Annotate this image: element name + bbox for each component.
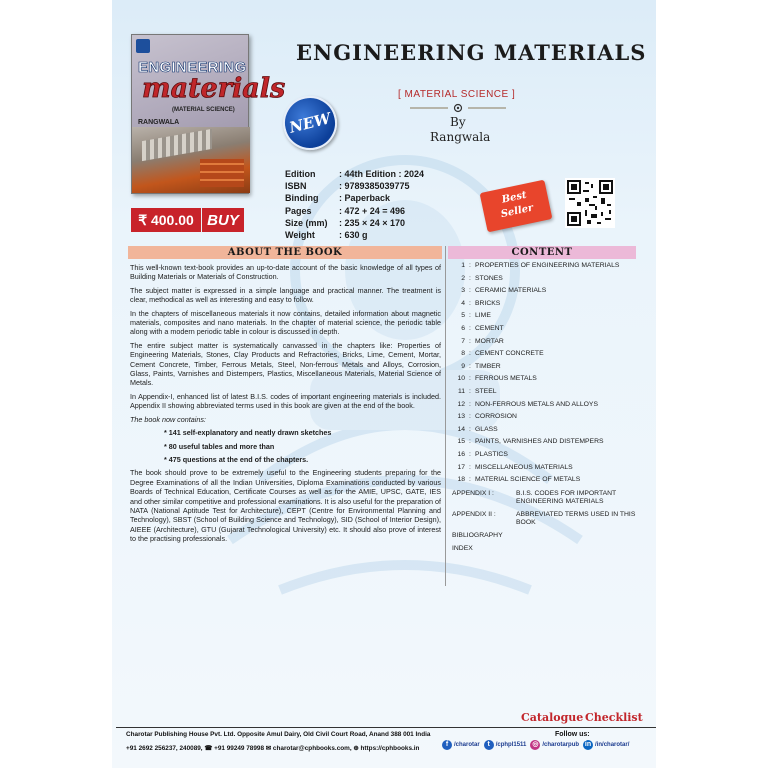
chapter-title: LIME — [475, 312, 491, 320]
index-row[interactable]: INDEX — [452, 544, 473, 552]
cover-title-line1: ENGINEERING — [138, 59, 247, 76]
book-subtitle: [ MATERIAL SCIENCE ] — [398, 89, 516, 100]
cover-title-line2: materials — [142, 73, 286, 104]
chapter-separator: : — [469, 299, 471, 307]
spec-label: Pages — [285, 205, 312, 216]
chapter-title: GLASS — [475, 425, 498, 433]
about-paragraph: This well-known text-book provides an up-to-date account of the basic knowledge of all types of Building Materials or Materials of Construction. — [130, 263, 441, 282]
spec-row-pages — [285, 205, 424, 217]
about-paragraph: The subject matter is expressed in a simple language and practical manner. The treatment is clear, methodical as well as interesting and easy to follow. — [130, 285, 441, 305]
linkedin-icon: in — [584, 741, 592, 748]
chapter-title: CEMENT — [475, 324, 504, 332]
bibliography-row[interactable]: BIBLIOGRAPHY — [452, 532, 503, 540]
spec-row-size — [285, 217, 424, 229]
spec-row-isbn — [285, 180, 424, 192]
about-header: ABOUT THE BOOK — [128, 246, 442, 259]
facebook-icon: f — [442, 740, 452, 750]
chapter-title: CERAMIC MATERIALS — [475, 287, 547, 295]
chapter-separator: : — [469, 287, 471, 295]
book-cover[interactable] — [131, 34, 286, 194]
chapter-number: 16 — [457, 450, 465, 458]
ornament-divider-icon — [408, 102, 508, 114]
chapter-row[interactable] — [452, 262, 638, 275]
publisher-logo — [136, 39, 150, 53]
chapter-row[interactable] — [452, 413, 638, 426]
chapter-row[interactable] — [452, 325, 638, 338]
chapter-title: PAINTS, VARNISHES AND DISTEMPERS — [475, 438, 604, 446]
chapter-row[interactable] — [452, 350, 638, 363]
chapter-row[interactable] — [452, 438, 638, 451]
linkedin-handle: /in/charotar/ — [595, 742, 630, 748]
chapter-title: STEEL — [475, 387, 497, 395]
chapter-separator: : — [469, 362, 471, 370]
chapter-title: PROPERTIES OF ENGINEERING MATERIALS — [475, 262, 620, 269]
chapter-title: TIMBER — [475, 362, 501, 370]
appendix-1-row[interactable] — [452, 490, 638, 507]
chapter-title: BRICKS — [475, 299, 501, 307]
chapter-number: 14 — [457, 425, 465, 433]
chapter-title: MATERIAL SCIENCE OF METALS — [475, 476, 581, 484]
appendix-title: ABBREVIATED TERMS USED IN THIS BOOK — [516, 510, 636, 527]
spec-label: ISBN — [285, 181, 307, 192]
spec-value: : 630 g — [339, 229, 368, 240]
chapter-row[interactable] — [452, 388, 638, 401]
spec-label: Size (mm) — [285, 217, 328, 228]
spec-row-binding — [285, 192, 424, 204]
chapter-separator: : — [469, 438, 471, 446]
twitter-handle: /cphpl1511 — [495, 742, 527, 748]
chapter-number: 18 — [457, 476, 465, 484]
cover-author: RANGWALA — [138, 119, 180, 126]
chapter-title: FERROUS METALS — [475, 375, 537, 383]
chapter-number: 4 — [461, 299, 465, 307]
best-seller-line1: Best — [500, 189, 528, 206]
chapter-number: 9 — [461, 362, 465, 370]
about-bullet: * 80 useful tables and more than — [164, 441, 275, 451]
chapter-row[interactable] — [452, 426, 638, 439]
about-paragraph: The book should prove to be extremely useful to the Engineering students preparing for the Degree Examinations of all the Indian Universities, Diploma Examinations conducted by various Boards of Technical Education, Certificate Courses as well as for the AMIE, UPSC, GATE, IES and other similar competitive and professional examinations. It is also useful for the preparation of NATA (National Aptitude Test for Architecture), CEPT (Centre for Environmental Planning and Technology), SBST (School of Building Science and Technology), SID (School of Interior Design), AIEEE (Architecture), GTU (Gujarat Technological University) etc. It should also prove of interest to the practising professionals. — [130, 468, 441, 544]
chapter-separator: : — [469, 350, 471, 358]
spec-row-weight — [285, 229, 424, 241]
about-paragraph: In the chapters of miscellaneous materials it now contains, detailed information about magnetic materials, composites and nano materials. In the chapter of material science, the periodic table along with a modern periodic table in colour is discussed in depth. — [130, 308, 441, 337]
price-tag: ₹ 400.00 — [131, 208, 201, 232]
chapter-separator: : — [469, 375, 471, 383]
chapter-row[interactable] — [452, 451, 638, 464]
spec-value: : 235 × 24 × 170 — [339, 217, 406, 228]
buy-button[interactable]: BUY — [202, 208, 244, 232]
about-paragraph: The entire subject matter is systematically canvassed in the chapters like: Properties of Engineering Materials, Stones, Clay Products and Refractories, Bricks, Lime, Cement, Mortar, Cement Concrete, Timber, Ferrous Metals, Steel, Non-ferrous Metals and Alloys, Corrosion, Glass, Paints, Varnishes and Distempers, Plastics, Miscellaneous Materials, Material Science of Metals. — [130, 340, 441, 388]
book-title: ENGINEERING MATERIALS — [296, 40, 647, 65]
chapter-row[interactable] — [452, 375, 638, 388]
chapter-row[interactable] — [452, 401, 638, 414]
chapter-separator: : — [469, 262, 471, 269]
chapter-title: CORROSION — [475, 413, 517, 421]
chapter-number: 17 — [457, 463, 465, 471]
chapter-separator: : — [469, 387, 471, 395]
new-badge-label: NEW — [287, 109, 333, 137]
chapter-number: 5 — [461, 312, 465, 320]
chapter-number: 6 — [461, 324, 465, 332]
chapter-number: 10 — [457, 375, 465, 383]
chapter-row[interactable] — [452, 464, 638, 477]
chapter-row[interactable] — [452, 287, 638, 300]
appendix-2-row[interactable] — [452, 511, 638, 528]
chapter-row[interactable] — [452, 476, 638, 489]
chapter-title: STONES — [475, 274, 503, 282]
follow-us-label: Follow us: — [555, 731, 590, 738]
appendix-label: APPENDIX I : — [452, 489, 494, 497]
spec-label: Edition — [285, 169, 316, 179]
contents-list — [452, 262, 638, 557]
cover-illustration — [132, 127, 250, 193]
book-specs — [285, 168, 424, 241]
chapter-separator: : — [469, 312, 471, 320]
about-bullet: * 475 questions at the end of the chapters. — [164, 454, 309, 464]
chapter-separator: : — [469, 413, 471, 421]
facebook-handle: /charotar — [454, 742, 480, 748]
chapter-separator: : — [469, 337, 471, 345]
footer-contact: +91 2692 256237, 240089, ☎ +91 99249 78998 ✉ charotar@cphbooks.com, ⊕ https://cphbooks.in — [126, 745, 420, 752]
chapter-title: MISCELLANEOUS MATERIALS — [475, 463, 573, 471]
spec-value: : 44th Edition : 2024 — [339, 169, 425, 179]
instagram-handle: /charotarpub — [542, 742, 580, 748]
chapter-title: MORTAR — [475, 337, 504, 345]
chapter-row[interactable] — [452, 312, 638, 325]
chapter-number: 2 — [461, 274, 465, 282]
chapter-number: 15 — [457, 438, 465, 446]
chapter-title: PLASTICS — [475, 450, 508, 458]
qr-code-icon[interactable] — [565, 178, 615, 228]
chapter-separator: : — [469, 450, 471, 458]
chapter-number: 11 — [457, 387, 465, 395]
chapter-separator: : — [469, 463, 471, 471]
chapter-number: 1 — [461, 262, 465, 269]
footer-divider — [116, 727, 656, 728]
chapter-number: 13 — [457, 413, 465, 421]
spec-label: Weight — [285, 229, 315, 240]
cover-subtitle: (MATERIAL SCIENCE) — [172, 107, 235, 113]
about-paragraph: In Appendix-I, enhanced list of latest B.I.S. codes of important engineering materials is included. Appendix II showing abbreviated terms used in this book are given at the end of the book. — [130, 391, 441, 411]
linkedin-link[interactable] — [583, 740, 629, 750]
chapter-separator: : — [469, 400, 471, 408]
spec-label: Binding — [285, 193, 319, 204]
chapter-separator: : — [469, 274, 471, 282]
chapter-number: 3 — [461, 287, 465, 295]
appendix-label: APPENDIX II : — [452, 510, 496, 518]
chapter-title: CEMENT CONCRETE — [475, 350, 544, 358]
column-divider — [445, 246, 446, 586]
chapter-row[interactable] — [452, 338, 638, 351]
by-label: By — [450, 115, 466, 129]
appendix-title: B.I.S. CODES FOR IMPORTANT ENGINEERING MATERIALS — [516, 489, 617, 506]
chapter-separator: : — [469, 324, 471, 332]
chapter-number: 12 — [457, 400, 465, 408]
about-bullet: * 141 self-explanatory and neatly drawn sketches — [164, 428, 332, 438]
chapter-separator: : — [469, 425, 471, 433]
twitter-icon: t — [484, 740, 494, 750]
twitter-link[interactable] — [484, 740, 527, 750]
spec-row-edition — [285, 168, 424, 180]
chapter-number: 7 — [461, 337, 465, 345]
spec-value: : 9789385039775 — [339, 181, 410, 192]
chapter-row[interactable] — [452, 363, 638, 376]
chapter-separator: : — [469, 476, 471, 484]
instagram-link[interactable] — [530, 740, 579, 750]
instagram-icon: ◎ — [532, 741, 539, 748]
catalogue-link[interactable]: Catalogue — [521, 711, 584, 724]
footer-address: Charotar Publishing House Pvt. Ltd. Opposite Amul Dairy, Old Civil Court Road, Anand 388 001 India — [126, 731, 431, 738]
spec-value: : Paperback — [339, 193, 391, 204]
author-name: Rangwala — [430, 130, 491, 144]
about-body — [130, 263, 441, 548]
chapter-row[interactable] — [452, 275, 638, 288]
spec-value: : 472 + 24 = 496 — [339, 205, 406, 216]
content-header: CONTENT — [448, 246, 636, 259]
about-intro: The book now contains: — [130, 414, 206, 424]
checklist-link[interactable]: Checklist — [585, 711, 643, 724]
chapter-row[interactable] — [452, 300, 638, 313]
chapter-title: NON-FERROUS METALS AND ALLOYS — [475, 400, 599, 408]
facebook-link[interactable] — [442, 740, 480, 750]
best-seller-line2: Seller — [499, 202, 535, 221]
social-links — [442, 740, 629, 750]
chapter-number: 8 — [461, 350, 465, 358]
